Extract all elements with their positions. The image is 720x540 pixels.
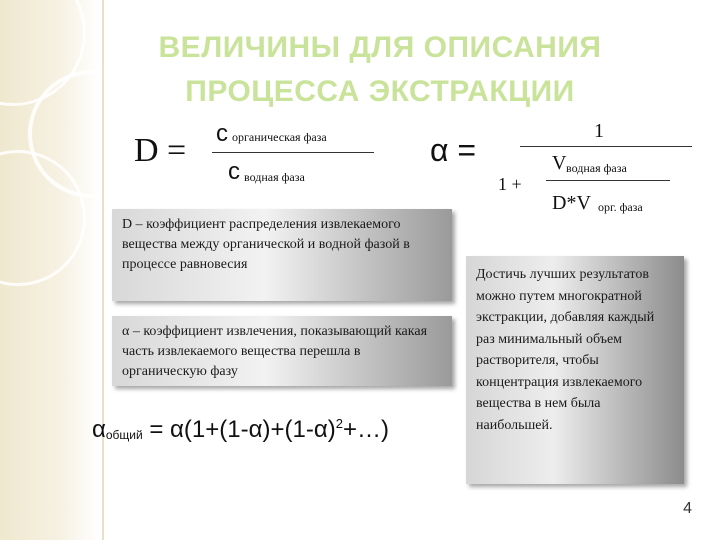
formula-alpha-numerator: 1 [594, 120, 604, 142]
formula-alpha-one-plus: 1 + [498, 174, 522, 194]
formula-total-sub: общий [105, 428, 143, 442]
formula-d-num-sub: органическая фаза [232, 130, 327, 144]
formula-alpha-inner-num-symbol: V [552, 152, 567, 174]
formula-alpha-inner-num-sub: водная фаза [566, 161, 627, 175]
formula-total-body-a: = α(1+(1-α)+(1-α) [142, 416, 336, 443]
formula-total-body-b: +…) [342, 416, 389, 443]
formula-d-lhs: D = [134, 132, 187, 169]
fraction-line [520, 146, 692, 147]
alpha-definition-box: α – коэффициент извлечения, показывающий какая часть извлекаемого вещества перешла в органическую фазу [112, 316, 452, 386]
formula-d-den-symbol: c [228, 158, 240, 185]
slide-title-line2: ПРОЦЕССА ЭКСТРАКЦИИ [185, 75, 575, 108]
page-number: 4 [683, 500, 692, 517]
advice-box: Достичь лучших результатов можно путем многократной экстракции, добавляя каждый раз минимальный объем растворителя, чтобы концентрация извлекаемого вещества в нем была наибольшей. [466, 256, 684, 484]
formula-alpha-inner-den-sub: орг. фаза [598, 200, 643, 214]
formula-total-sup: 2 [335, 416, 343, 431]
formula-alpha-inner-den-prefix: D*V [552, 192, 591, 214]
fraction-line [212, 152, 374, 153]
d-definition-box: D – коэффициент распределения извлекаемого вещества между органической и водной фазой в процессе равновесия [112, 209, 452, 301]
slide-title-line1: ВЕЛИЧИНЫ ДЛЯ ОПИСАНИЯ [158, 31, 602, 64]
formula-d-den-sub: водная фаза [244, 170, 305, 184]
formula-alpha-lhs: α = [430, 132, 477, 168]
formula-total-extraction [92, 416, 389, 444]
fraction-line [546, 180, 670, 181]
formula-total-alpha: α [92, 416, 106, 443]
formula-d-num-symbol: c [216, 120, 228, 147]
